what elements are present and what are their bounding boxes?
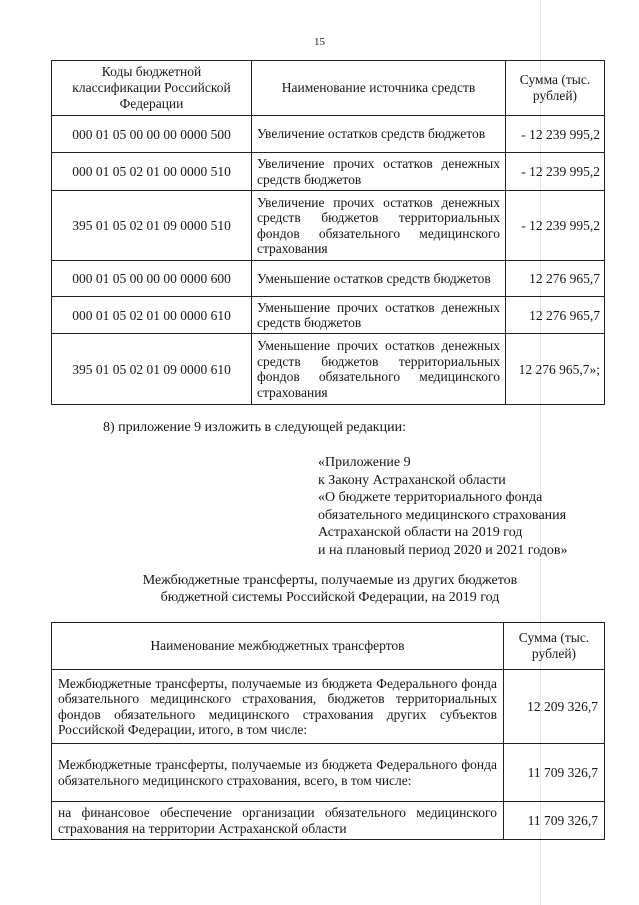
table-header-row bbox=[52, 623, 605, 670]
amount: 12 276 965,7»; bbox=[506, 334, 605, 405]
appendix-line: «О бюджете территориального фонда bbox=[318, 490, 543, 505]
budget-code: 000 01 05 00 00 00 0000 600 bbox=[52, 261, 252, 297]
appendix-line: «Приложение 9 bbox=[318, 455, 411, 470]
amount: 11 709 326,7 bbox=[504, 802, 605, 840]
header-sum: Сумма (тыс. рублей) bbox=[504, 623, 605, 670]
appendix-line: и на плановый период 2020 и 2021 годов» bbox=[318, 542, 568, 558]
appendix-line: Астраханской области на 2019 год bbox=[318, 525, 523, 540]
source-name: Уменьшение прочих остатков денежных средств бюджетов bbox=[252, 297, 506, 334]
transfers-table bbox=[51, 622, 605, 840]
caption-line: бюджетной системы Российской Федерации, на 2019 год bbox=[160, 590, 500, 605]
sources-table bbox=[51, 60, 605, 405]
amount: - 12 239 995,2 bbox=[506, 116, 605, 153]
table-row bbox=[52, 153, 605, 191]
source-name: Увеличение остатков средств бюджетов bbox=[252, 116, 506, 153]
amount: - 12 239 995,2 bbox=[506, 191, 605, 261]
appendix-line: обязательного медицинского страхования bbox=[318, 507, 567, 523]
caption-line: Межбюджетные трансферты, получаемые из других бюджетов bbox=[142, 573, 518, 588]
appendix-heading bbox=[318, 454, 568, 559]
page-number: 15 bbox=[314, 36, 325, 48]
table-row bbox=[52, 261, 605, 297]
budget-code: 000 01 05 02 01 00 0000 510 bbox=[52, 153, 252, 191]
amount: 12 209 326,7 bbox=[504, 670, 605, 744]
budget-code: 000 01 05 02 01 00 0000 610 bbox=[52, 297, 252, 334]
table-row bbox=[52, 744, 605, 802]
amount: 12 276 965,7 bbox=[506, 297, 605, 334]
appendix-line: к Закону Астраханской области bbox=[318, 472, 506, 488]
table-row bbox=[52, 334, 605, 405]
table-row bbox=[52, 802, 605, 840]
budget-code: 395 01 05 02 01 09 0000 510 bbox=[52, 191, 252, 261]
budget-code: 395 01 05 02 01 09 0000 610 bbox=[52, 334, 252, 405]
source-name: Увеличение прочих остатков денежных средств бюджетов территориальных фондов обязательного медицинского страхования bbox=[252, 191, 506, 261]
amount: - 12 239 995,2 bbox=[506, 153, 605, 191]
source-name: Увеличение прочих остатков денежных средств бюджетов bbox=[252, 153, 506, 191]
header-sum: Сумма (тыс. рублей) bbox=[506, 61, 605, 116]
header-source-name: Наименование источника средств bbox=[252, 61, 506, 116]
header-transfer-name: Наименование межбюджетных трансфертов bbox=[52, 623, 504, 670]
table-caption bbox=[60, 572, 600, 606]
table-row bbox=[52, 670, 605, 744]
amendment-paragraph: 8) приложение 9 изложить в следующей редакции: bbox=[103, 420, 406, 435]
table-row bbox=[52, 297, 605, 334]
header-codes: Коды бюджетной классификации Российской Федерации bbox=[52, 61, 252, 116]
budget-code: 000 01 05 00 00 00 0000 500 bbox=[52, 116, 252, 153]
source-name: Уменьшение прочих остатков денежных средств бюджетов территориальных фондов обязательного медицинского страхования bbox=[252, 334, 506, 405]
transfer-name: Межбюджетные трансферты, получаемые из бюджета Федерального фонда обязательного медицинского страхования, всего, в том числе: bbox=[52, 744, 504, 802]
transfer-name: Межбюджетные трансферты, получаемые из бюджета Федерального фонда обязательного медицинского страхования, бюджетов территориальных фондов обязательного медицинского страхования других субъектов Российской Федерации, итого, в том числе: bbox=[52, 670, 504, 744]
table-header-row bbox=[52, 61, 605, 116]
transfer-name: на финансовое обеспечение организации обязательного медицинского страхования на территории Астраханской области bbox=[52, 802, 504, 840]
source-name: Уменьшение остатков средств бюджетов bbox=[252, 261, 506, 297]
table-row bbox=[52, 116, 605, 153]
amount: 11 709 326,7 bbox=[504, 744, 605, 802]
amount: 12 276 965,7 bbox=[506, 261, 605, 297]
table-row bbox=[52, 191, 605, 261]
